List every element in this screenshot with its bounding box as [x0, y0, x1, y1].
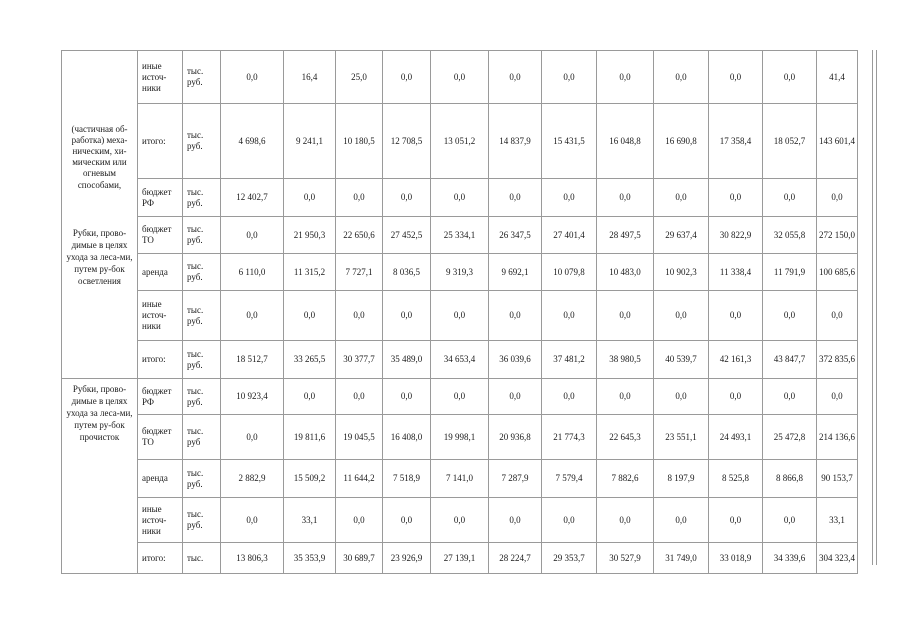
total-value-cell: 143 601,4	[817, 104, 858, 179]
value-cell: 0,0	[284, 291, 336, 341]
value-cell: 17 358,4	[709, 104, 763, 179]
value-cell: 30 377,7	[336, 341, 383, 379]
value-cell: 37 481,2	[542, 341, 597, 379]
table-row	[62, 217, 858, 254]
value-cell: 11 644,2	[336, 460, 383, 498]
total-value-cell: 90 153,7	[817, 460, 858, 498]
value-cell: 7 287,9	[489, 460, 542, 498]
value-cell: 43 847,7	[763, 341, 817, 379]
value-cell: 0,0	[383, 291, 431, 341]
value-cell: 40 539,7	[654, 341, 709, 379]
table-row	[62, 341, 858, 379]
table-row	[62, 498, 858, 543]
value-cell: 0,0	[763, 291, 817, 341]
value-cell: 0,0	[763, 179, 817, 217]
value-cell: 28 497,5	[597, 217, 654, 254]
value-cell: 0,0	[383, 498, 431, 543]
value-cell: 15 509,2	[284, 460, 336, 498]
value-cell: 0,0	[489, 51, 542, 104]
value-cell: 33,1	[284, 498, 336, 543]
value-cell: 0,0	[709, 179, 763, 217]
value-cell: 22 650,6	[336, 217, 383, 254]
value-cell: 0,0	[597, 51, 654, 104]
value-cell: 18 052,7	[763, 104, 817, 179]
activity-text: Рубки, прово-димые в целях ухода за леса-ми, путем ру-бок осветления	[66, 227, 133, 286]
value-cell: 0,0	[542, 179, 597, 217]
value-cell: 24 493,1	[709, 415, 763, 460]
activity-cell	[62, 379, 138, 574]
unit-cell: тыс. руб.	[183, 179, 221, 217]
value-cell: 12 708,5	[383, 104, 431, 179]
value-cell: 0,0	[383, 51, 431, 104]
activity-text: Рубки, прово-димые в целях ухода за леса-ми, путем ру-бок прочисток	[66, 384, 133, 442]
value-cell: 0,0	[336, 291, 383, 341]
unit-cell: тыс.	[183, 543, 221, 574]
source-cell: аренда	[138, 460, 183, 498]
value-cell: 16 408,0	[383, 415, 431, 460]
value-cell: 0,0	[654, 379, 709, 415]
value-cell: 34 653,4	[431, 341, 489, 379]
unit-cell: тыс. руб.	[183, 104, 221, 179]
value-cell: 0,0	[709, 51, 763, 104]
value-cell: 34 339,6	[763, 543, 817, 574]
value-cell: 13 051,2	[431, 104, 489, 179]
value-cell: 9 319,3	[431, 254, 489, 291]
value-cell: 0,0	[336, 498, 383, 543]
value-cell: 0,0	[763, 51, 817, 104]
value-cell: 30 689,7	[336, 543, 383, 574]
value-cell: 27 401,4	[542, 217, 597, 254]
value-cell: 16,4	[284, 51, 336, 104]
value-cell: 29 637,4	[654, 217, 709, 254]
value-cell: 0,0	[542, 291, 597, 341]
right-border-line-outer	[876, 50, 877, 565]
value-cell: 0,0	[542, 51, 597, 104]
activity-cell	[62, 179, 138, 379]
value-cell: 20 936,8	[489, 415, 542, 460]
value-cell: 10 923,4	[221, 379, 284, 415]
value-cell: 0,0	[763, 498, 817, 543]
value-cell: 0,0	[489, 379, 542, 415]
value-cell: 0,0	[221, 51, 284, 104]
unit-cell: тыс. руб	[183, 415, 221, 460]
source-cell: иные источ-ники	[138, 51, 183, 104]
value-cell: 11 338,4	[709, 254, 763, 291]
unit-cell: тыс. руб.	[183, 51, 221, 104]
value-cell: 18 512,7	[221, 341, 284, 379]
unit-cell: тыс. руб.	[183, 291, 221, 341]
value-cell: 21 950,3	[284, 217, 336, 254]
value-cell: 0,0	[336, 179, 383, 217]
value-cell: 0,0	[431, 379, 489, 415]
value-cell: 36 039,6	[489, 341, 542, 379]
table-row	[62, 543, 858, 574]
value-cell: 42 161,3	[709, 341, 763, 379]
value-cell: 0,0	[221, 291, 284, 341]
source-cell: итого:	[138, 104, 183, 179]
value-cell: 19 045,5	[336, 415, 383, 460]
value-cell: 22 645,3	[597, 415, 654, 460]
value-cell: 21 774,3	[542, 415, 597, 460]
value-cell: 0,0	[597, 498, 654, 543]
value-cell: 0,0	[431, 179, 489, 217]
total-value-cell: 0,0	[817, 179, 858, 217]
value-cell: 0,0	[654, 291, 709, 341]
value-cell: 35 489,0	[383, 341, 431, 379]
value-cell: 27 139,1	[431, 543, 489, 574]
value-cell: 0,0	[597, 179, 654, 217]
unit-cell: тыс. руб.	[183, 254, 221, 291]
value-cell: 16 048,8	[597, 104, 654, 179]
value-cell: 0,0	[763, 379, 817, 415]
value-cell: 10 079,8	[542, 254, 597, 291]
value-cell: 16 690,8	[654, 104, 709, 179]
table-row	[62, 291, 858, 341]
total-value-cell: 214 136,6	[817, 415, 858, 460]
value-cell: 11 315,2	[284, 254, 336, 291]
total-value-cell: 372 835,6	[817, 341, 858, 379]
value-cell: 0,0	[284, 379, 336, 415]
total-value-cell: 33,1	[817, 498, 858, 543]
total-value-cell: 272 150,0	[817, 217, 858, 254]
source-cell: иные источ-ники	[138, 498, 183, 543]
source-cell: итого:	[138, 341, 183, 379]
unit-cell: тыс. руб.	[183, 217, 221, 254]
value-cell: 0,0	[489, 179, 542, 217]
value-cell: 0,0	[542, 498, 597, 543]
unit-cell: тыс. руб.	[183, 498, 221, 543]
value-cell: 0,0	[654, 51, 709, 104]
table-row	[62, 104, 858, 179]
total-value-cell: 100 685,6	[817, 254, 858, 291]
value-cell: 29 353,7	[542, 543, 597, 574]
value-cell: 23 926,9	[383, 543, 431, 574]
value-cell: 11 791,9	[763, 254, 817, 291]
value-cell: 8 036,5	[383, 254, 431, 291]
value-cell: 0,0	[709, 379, 763, 415]
value-cell: 0,0	[489, 291, 542, 341]
value-cell: 8 866,8	[763, 460, 817, 498]
value-cell: 4 698,6	[221, 104, 284, 179]
value-cell: 0,0	[431, 498, 489, 543]
table-row	[62, 460, 858, 498]
value-cell: 0,0	[489, 498, 542, 543]
table-row	[62, 379, 858, 415]
value-cell: 6 110,0	[221, 254, 284, 291]
value-cell: 35 353,9	[284, 543, 336, 574]
value-cell: 7 727,1	[336, 254, 383, 291]
table-row	[62, 254, 858, 291]
unit-cell: тыс. руб.	[183, 460, 221, 498]
value-cell: 0,0	[654, 498, 709, 543]
source-cell: бюджет РФ	[138, 379, 183, 415]
value-cell: 19 811,6	[284, 415, 336, 460]
value-cell: 28 224,7	[489, 543, 542, 574]
total-value-cell: 304 323,4	[817, 543, 858, 574]
source-cell: бюджет РФ	[138, 179, 183, 217]
table-row	[62, 179, 858, 217]
value-cell: 10 483,0	[597, 254, 654, 291]
value-cell: 0,0	[221, 415, 284, 460]
value-cell: 2 882,9	[221, 460, 284, 498]
value-cell: 7 518,9	[383, 460, 431, 498]
activity-text: (частичная об-работка) меха-ническим, хи-мическим или огневым	[71, 123, 128, 178]
value-cell: 8 525,8	[709, 460, 763, 498]
value-cell: 0,0	[709, 291, 763, 341]
value-cell: 19 998,1	[431, 415, 489, 460]
value-cell: 30 527,9	[597, 543, 654, 574]
value-cell: 0,0	[221, 217, 284, 254]
source-cell: итого:	[138, 543, 183, 574]
value-cell: 0,0	[431, 51, 489, 104]
activity-text-continued: способами,	[77, 179, 122, 190]
right-border-line	[872, 50, 873, 565]
activity-cell	[62, 51, 138, 179]
financing-table	[61, 50, 858, 574]
unit-cell: тыс. руб.	[183, 341, 221, 379]
value-cell: 10 180,5	[336, 104, 383, 179]
value-cell: 0,0	[383, 179, 431, 217]
value-cell: 38 980,5	[597, 341, 654, 379]
value-cell: 25,0	[336, 51, 383, 104]
value-cell: 0,0	[709, 498, 763, 543]
value-cell: 25 334,1	[431, 217, 489, 254]
value-cell: 7 579,4	[542, 460, 597, 498]
value-cell: 23 551,1	[654, 415, 709, 460]
value-cell: 0,0	[542, 379, 597, 415]
value-cell: 0,0	[336, 379, 383, 415]
unit-cell: тыс. руб.	[183, 379, 221, 415]
value-cell: 9 692,1	[489, 254, 542, 291]
value-cell: 14 837,9	[489, 104, 542, 179]
source-cell: иные источ-ники	[138, 291, 183, 341]
value-cell: 0,0	[221, 498, 284, 543]
value-cell: 32 055,8	[763, 217, 817, 254]
total-value-cell: 0,0	[817, 379, 858, 415]
table-row	[62, 51, 858, 104]
value-cell: 12 402,7	[221, 179, 284, 217]
source-cell: бюджет ТО	[138, 217, 183, 254]
value-cell: 0,0	[597, 379, 654, 415]
value-cell: 33 018,9	[709, 543, 763, 574]
value-cell: 7 141,0	[431, 460, 489, 498]
value-cell: 9 241,1	[284, 104, 336, 179]
total-value-cell: 0,0	[817, 291, 858, 341]
value-cell: 0,0	[597, 291, 654, 341]
source-cell: бюджет ТО	[138, 415, 183, 460]
table-row	[62, 415, 858, 460]
value-cell: 10 902,3	[654, 254, 709, 291]
value-cell: 0,0	[431, 291, 489, 341]
value-cell: 8 197,9	[654, 460, 709, 498]
value-cell: 33 265,5	[284, 341, 336, 379]
value-cell: 15 431,5	[542, 104, 597, 179]
value-cell: 13 806,3	[221, 543, 284, 574]
value-cell: 7 882,6	[597, 460, 654, 498]
value-cell: 26 347,5	[489, 217, 542, 254]
total-value-cell: 41,4	[817, 51, 858, 104]
value-cell: 0,0	[383, 379, 431, 415]
value-cell: 30 822,9	[709, 217, 763, 254]
table-body	[62, 51, 858, 574]
value-cell: 27 452,5	[383, 217, 431, 254]
value-cell: 31 749,0	[654, 543, 709, 574]
source-cell: аренда	[138, 254, 183, 291]
value-cell: 0,0	[284, 179, 336, 217]
value-cell: 25 472,8	[763, 415, 817, 460]
value-cell: 0,0	[654, 179, 709, 217]
